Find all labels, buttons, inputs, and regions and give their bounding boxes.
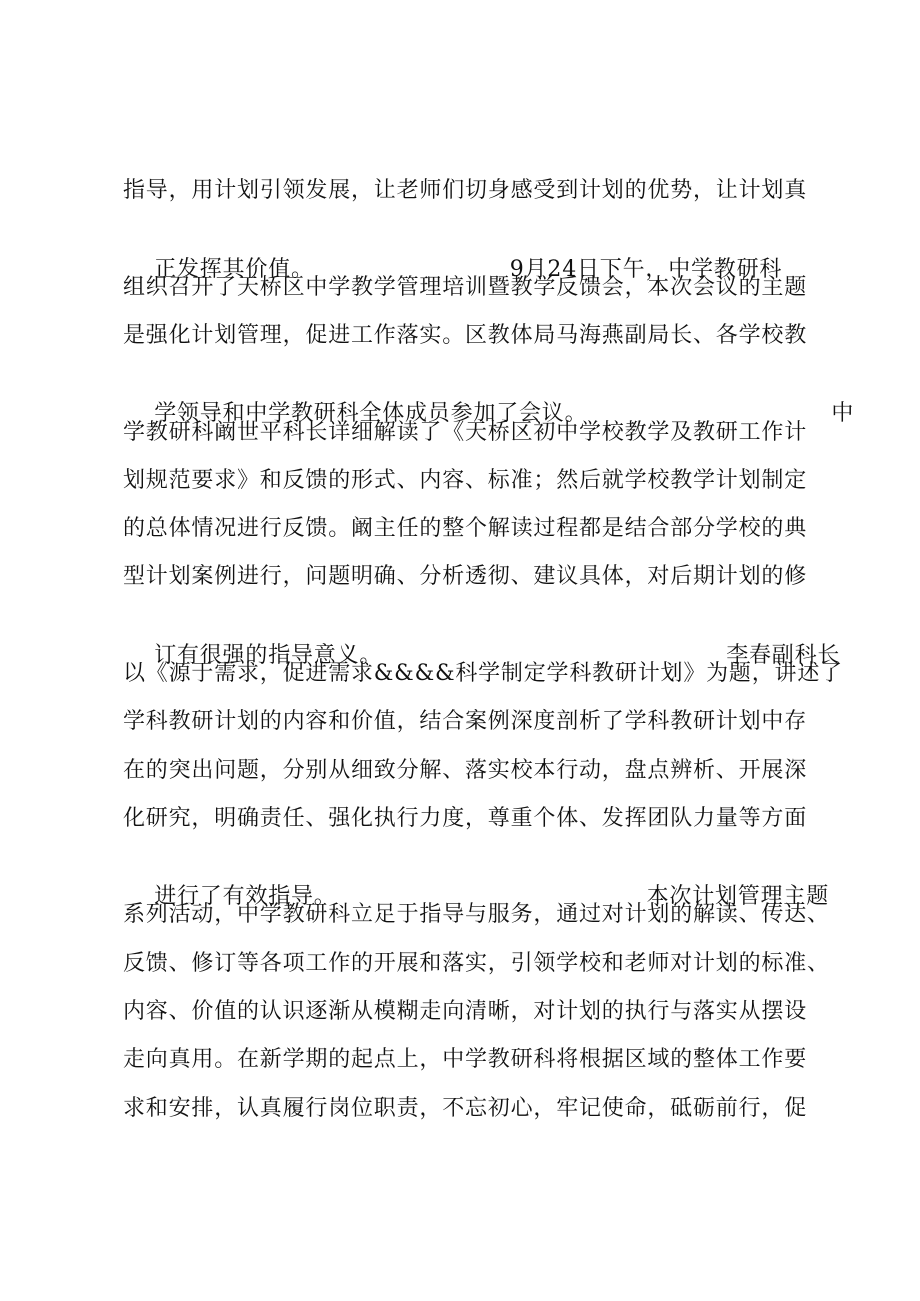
- text-segment: 进行了有效指导。: [154, 884, 337, 909]
- text-line: 指导，用计划引领发展，让老师们切身感受到计划的优势，让计划真: [123, 178, 808, 203]
- text-line: 型计划案例进行，问题明确、分析透彻、建议具体，对后期计划的修: [123, 564, 808, 589]
- text-segment: 中: [831, 401, 855, 426]
- text-segment: 李春副科长: [726, 643, 841, 668]
- text-line: 组织召开了天桥区中学教学管理培训暨教学反馈会，本次会议的主题: [123, 275, 808, 300]
- text-line: 系列活动，中学教研科立足于指导与服务，通过对计划的解读、传达、: [123, 902, 830, 927]
- text-line: 化研究，明确责任、强化执行力度，尊重个体、发挥团队力量等方面: [123, 806, 808, 831]
- text-segment: 订有很强的指导意义。: [154, 643, 383, 668]
- text-line: 是强化计划管理，促进工作落实。区教体局马海燕副局长、各学校教: [123, 323, 808, 348]
- text-line: 的总体情况进行反馈。阚主任的整个解读过程都是结合部分学校的典: [123, 516, 808, 541]
- text-line: 学教研科阚世平科长详细解读了《天桥区初中学校教学及教研工作计: [123, 420, 808, 445]
- text-line: 反馈、修订等各项工作的开展和落实，引领学校和老师对计划的标准、: [123, 951, 830, 976]
- text-line: 内容、价值的认识逐渐从模糊走向清晰，对计划的执行与落实从摆设: [123, 999, 808, 1024]
- text-line: 求和安排，认真履行岗位职责，不忘初心，牢记使命，砥砺前行，促: [123, 1096, 808, 1121]
- text-segment: 学领导和中学教研科全体成员参加了会议。: [154, 401, 588, 426]
- text-segment: 9月24日下午，中学教研科: [509, 257, 783, 282]
- text-segment: 本次计划管理主题: [646, 884, 829, 909]
- text-segment: 正发挥其价值。: [154, 257, 314, 282]
- text-line: 划规范要求》和反馈的形式、内容、标准；然后就学校教学计划制定: [123, 468, 808, 493]
- text-line: 学科教研计划的内容和价值，结合案例深度剖析了学科教研计划中存: [123, 709, 808, 734]
- text-line: 在的突出问题，分别从细致分解、落实校本行动，盘点辨析、开展深: [123, 758, 808, 783]
- text-line: 以《源于需求，促进需求&&&&科学制定学科教研计划》为题，讲述了: [123, 661, 843, 686]
- text-line: 走向真用。在新学期的起点上，中学教研科将根据区域的整体工作要: [123, 1047, 808, 1072]
